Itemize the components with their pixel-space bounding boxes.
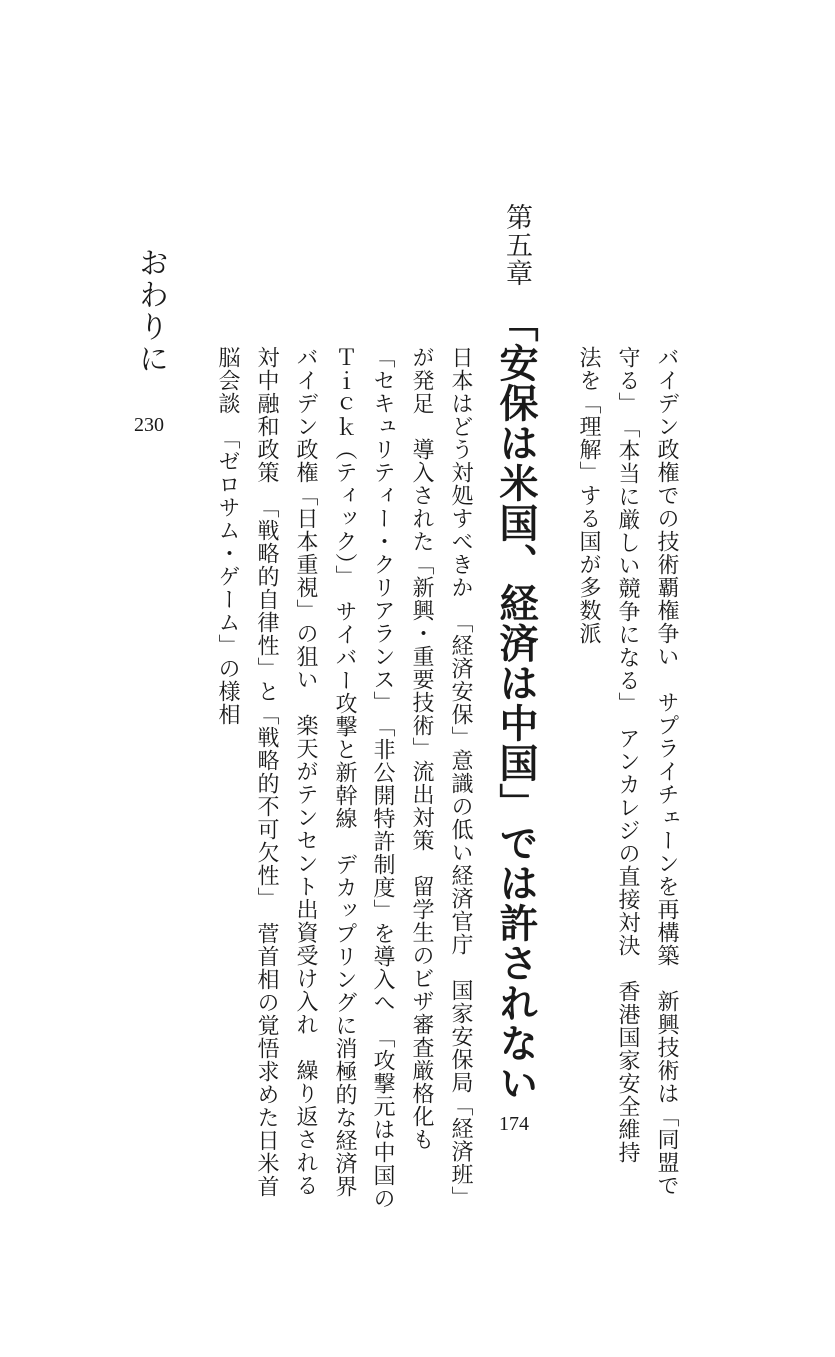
afterword-title[interactable]: おわりに: [133, 247, 168, 375]
chapter-page-number: 174: [499, 1113, 529, 1135]
toc-line-ch5-2: が発足 導入された「新興・重要技術」流出対策 留学生のビザ審査厳格化も: [409, 346, 434, 1151]
toc-line-prev-1: バイデン政権での技術覇権争い サプライチェーンを再構築 新興技術は「同盟で: [654, 346, 679, 1197]
toc-line-ch5-4: Ｔｉｃｋ（ティック）」 サイバー攻撃と新幹線 デカップリングに消極的な経済界: [332, 346, 357, 1198]
toc-line-ch5-3: 「セキュリティー・クリアランス」 「非公開特許制度」を導入へ 「攻撃元は中国の: [370, 346, 395, 1210]
toc-line-ch5-5: バイデン政権「日本重視」の狙い 楽天がテンセント出資受け入れ 繰り返される: [293, 346, 318, 1197]
toc-line-ch5-1: 日本はどう対処すべきか 「経済安保」意識の低い経済官庁 国家安保局「経済班」: [448, 346, 473, 1209]
chapter-title[interactable]: 「安保は米国、経済は中国」では許されない: [493, 303, 539, 1103]
afterword-page-number: 230: [134, 414, 164, 436]
chapter-label: 第五章: [501, 203, 532, 287]
toc-line-ch5-6: 対中融和政策 「戦略的自律性」と「戦略的不可欠性」 菅首相の覚悟求めた日米首: [254, 346, 279, 1198]
toc-line-prev-3: 法を「理解」する国が多数派: [576, 346, 601, 645]
toc-line-prev-2: 守る」 「本当に厳しい競争になる」 アンカレジの直接対決 香港国家安全維持: [615, 346, 640, 1164]
toc-line-ch5-7: 脳会談 「ゼロサム・ゲーム」の様相: [215, 346, 240, 726]
